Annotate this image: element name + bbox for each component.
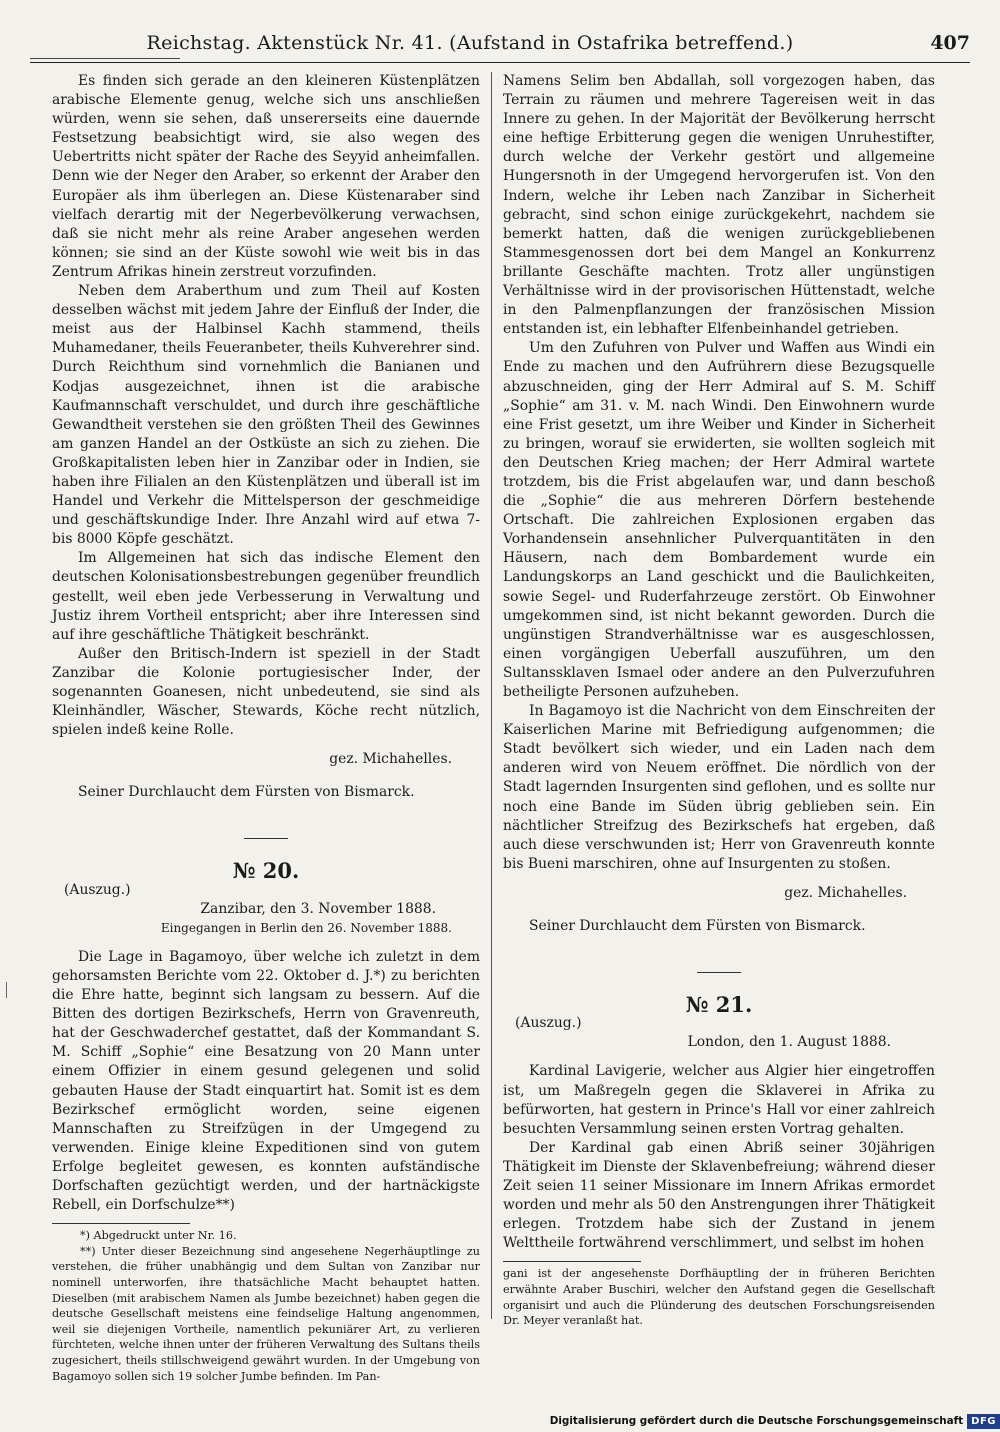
page-header bbox=[30, 28, 970, 63]
signature: gez. Michahelles. bbox=[329, 751, 452, 768]
addressee: Seiner Durchlaucht dem Fürsten von Bismarck. bbox=[529, 918, 866, 935]
footer-credit: Digitalisierung gefördert durch die Deutsche Forschungsgemeinschaft bbox=[549, 1415, 964, 1427]
paragraph: Um den Zufuhren von Pulver und Waffen aus Windi ein Ende zu machen und den Aufrührern diese Bezugsquelle abzuschneiden, ging der Herr Admiral auf S. M. Schiff „Sophie“ am 31. v. M. nach Windi. Den Einwohnern wurde eine Frist gesetzt, um ihre Weiber und Kinder in Sicherheit zu bringen, worauf sie erwiderten, sie wollten sogleich mit den Deutschen Krieg machen; der Herr Admiral wartete trotzdem, bis die Frist abgelaufen war, und dann beschoß die „Sophie“ die aus mehreren Dörfern bestehende Ortschaft. Die zahlreichen Explosionen ergaben das Vorhandensein ansehnlicher Pulverquantitäten in den Häusern, nach dem Bombardement wurde ein Landungskorps an Land geschickt und die Baulichkeiten, sowie Segel- und Ruderfahrzeuge zerstört. Ob Einwohner umgekommen sind, ist nicht bekannt geworden. Durch die ungünstigen Strandverhältnisse war es ausgeschlossen, einen vorgängigen Ueberfall auszuführen, um den Sultanssklaven Ismael oder andere an den Pulverzufuhren betheiligte Personen aufzuheben. bbox=[503, 340, 935, 700]
left-column bbox=[52, 72, 480, 1384]
footnote-rule bbox=[52, 1223, 190, 1224]
document-number: № 20. bbox=[232, 858, 300, 884]
paragraph: Der Kardinal gab einen Abriß seiner 30jährigen Thätigkeit im Dienste der Sklavenbefreiung; während dieser Zeit seien 11 seiner Missionare im Innern Afrikas ermordet worden und mehr als 50 den Anstrengungen ihrer Thätigkeit erlegen. Trotzdem habe sich der Zustand in jenem Welttheile fortwährend verschlimmert, und selbst im hohen bbox=[503, 1139, 935, 1252]
running-title: Reichstag. Aktenstück Nr. 41. (Aufstand in Ostafrika betreffend.) bbox=[146, 32, 794, 54]
extract-label: (Auszug.) bbox=[515, 1015, 582, 1032]
section-rule bbox=[244, 838, 288, 839]
footnotes bbox=[52, 1228, 480, 1384]
header-ornament-rule bbox=[30, 58, 180, 59]
paragraph: Die Lage in Bagamoyo, über welche ich zuletzt in dem gehorsamsten Berichte vom 22. Oktober d. J.*) zu berichten die Ehre hatte, beginnt sich langsam zu bessern. Auf die Bitten des dortigen Bezirkschefs, Herrn von Gravenreuth, hat der Geschwaderchef gestattet, daß der Kommandant S. M. Schiff „Sophie“ eine Besatzung von 20 Mann unter einem Offizier in einem gesund gelegenen und solid gebauten Hause der Stadt einquartirt hat. Somit ist es dem Bezirkschef ermöglicht worden, seine eigenen Mannschaften zu Streifzügen in der Umgegend zu verwenden. Einige kleine Expeditionen sind von gutem Erfolge begleitet gewesen, es konnten aufständische Dorfschaften gezüchtigt werden, und der hartnäckigste Rebell, ein Dorfschulze**) bbox=[52, 948, 480, 1214]
paragraph: In Bagamoyo ist die Nachricht von dem Einschreiten der Kaiserlichen Marine mit Befriedigung aufgenommen; die Stadt bevölkert sich wieder, und ein Laden nach dem anderen wird von Neuem eröffnet. Die nördlich von der Stadt lagernden Insurgenten sind geflohen, und es sollte nur noch eine Bande im Süden übrig geblieben sein. Ein nächtlicher Streifzug des Bezirkschefs hat ergeben, daß auch diese verschwunden ist; Herr von Gravenreuth konnte bis Bueni marschiren, ohne auf Insurgenten zu stoßen. bbox=[503, 703, 935, 872]
section-rule bbox=[697, 972, 741, 973]
paragraph: Im Allgemeinen hat sich das indische Element den deutschen Kolonisationsbestrebungen gegenüber freundlich gestellt, weil eben jede Verbesserung in Verwaltung und Justiz ihrem Vortheil entspricht; aber ihre Interessen sind auf ihre geschäftliche Thätigkeit beschränkt. bbox=[52, 550, 480, 643]
dfg-logo-icon: DFG bbox=[967, 1414, 1000, 1429]
margin-mark bbox=[6, 982, 7, 998]
paragraph: Namens Selim ben Abdallah, soll vorgezogen haben, das Terrain zu räumen und mehrere Tagereisen weit in das Innere zu gehen. In der Majorität der Bevölkerung herrscht eine heftige Erbitterung gegen die wenigen Unruhestifter, durch welche der Verkehr gestört und allgemeine Hungersnoth in der Umgegend hervorgerufen ist. Von den Indern, welche ihr Leben nach Zanzibar in Sicherheit gebracht, sind schon einige zurückgekehrt, nachdem sie bemerkt hatten, daß die wenigen zurückgebliebenen Stammesgenossen dort bei dem Mangel an Konkurrenz brillante Geschäfte machten. Trotz aller ungünstigen Verhältnisse wird in der provisorischen Hüttenstadt, welche in den Palmenpflanzungen der französischen Mission entstanden ist, ein lebhafter Elfenbeinhandel getrieben. bbox=[503, 73, 935, 338]
extract-label: (Auszug.) bbox=[64, 881, 131, 898]
footnote: **) Unter dieser Bezeichnung sind angesehene Negerhäuptlinge zu verstehen, die früher unabhängig und dem Sultan von Zanzibar nur nominell unterworfen, ihre thatsächliche Macht behauptet hatten. Dieselben (mit arabischem Namen als Jumbe bezeichnet) haben gegen die deutsche Gesellschaft meistens eine feindselige Haltung angenommen, weil sie diejenigen Vortheile, namentlich pekuniärer Art, zu verlieren fürchteten, welche ihnen unter der früheren Verwaltung des Sultans theils zugesichert, theils stillschweigend gewährt wurden. In der Umgebung von Bagamoyo sollen sich 19 solcher Jumbe befinden. Im Pan- bbox=[52, 1244, 480, 1383]
page-number: 407 bbox=[930, 32, 970, 54]
column-divider bbox=[491, 72, 492, 1319]
dateline: Zanzibar, den 3. November 1888. bbox=[200, 900, 436, 917]
document-number: № 21. bbox=[685, 992, 753, 1018]
paragraph: Neben dem Araberthum und zum Theil auf Kosten desselben wächst mit jedem Jahre der Einfluß der Inder, die meist aus der Halbinsel Kachh stammend, theils Muhamedaner, theils Feueranbeter, theils Kuhverehrer sind. Durch Reichthum sind vornehmlich die Banianen und Kodjas ausgezeichnet, ihnen ist die arabische Kaufmannschaft verschuldet, und durch ihre geschäftliche Gewandtheit verstehen sie den größten Theil des Gewinnes am ganzen Handel an der Ostküste an sich zu ziehen. Die Großkapitalisten leben hier in Zanzibar oder in Indien, sie haben ihre Filialen an den Küstenplätzen und überall ist im Handel und Verkehr die Mittelsperson der geschmeidige und geschäftskundige Inder. Ihre Anzahl wird auf etwa 7- bis 8000 Köpfe geschätzt. bbox=[52, 283, 480, 548]
right-column bbox=[503, 72, 935, 1329]
footnotes bbox=[503, 1266, 935, 1328]
paragraph: Außer den Britisch-Indern ist speziell in der Stadt Zanzibar die Kolonie portugiesischer Inder, der sogenannten Goanesen, nicht unbedeutend, sie sind als Kleinhändler, Wäscher, Stewards, Köche recht nützlich, spielen indeß keine Rolle. bbox=[52, 645, 480, 739]
paragraph: Es finden sich gerade an den kleineren Küstenplätzen arabische Elemente genug, welche sich uns anschließen würden, wenn sie sehen, daß unsererseits eine dauernde Festsetzung beabsichtigt wird, sie also wegen des Uebertritts nicht später der Rache des Seyyid anheimfallen. Denn wie der Neger den Araber, so erkennt der Araber den Europäer als ihm überlegen an. Diese Küstenaraber sind vielfach derartig mit der Negerbevölkerung verwachsen, daß sie nicht mehr als reine Araber angesehen werden können; sie sind an der Küste sowohl wie weit bis in das Zentrum Afrikas hinein zerstreut vorzufinden. bbox=[52, 73, 480, 280]
footnote-continuation: gani ist der angesehenste Dorfhäuptling der in früheren Berichten erwähnte Araber Buschiri, welcher den Aufstand gegen die Gesellschaft organisirt und auch die Plünderung des deutschen Forschungsreisenden Dr. Meyer veranlaßt hat. bbox=[503, 1267, 935, 1328]
addressee: Seiner Durchlaucht dem Fürsten von Bismarck. bbox=[78, 784, 415, 801]
footnote: *) Abgedruckt unter Nr. 16. bbox=[80, 1229, 237, 1243]
signature: gez. Michahelles. bbox=[784, 884, 907, 901]
received-note: Eingegangen in Berlin den 26. November 1888. bbox=[160, 920, 452, 935]
digitization-footer bbox=[550, 1410, 1000, 1432]
footnote-rule bbox=[503, 1261, 641, 1262]
dateline: London, den 1. August 1888. bbox=[687, 1034, 891, 1051]
paragraph: Kardinal Lavigerie, welcher aus Algier hier eingetroffen ist, um Maßregeln gegen die Sklaverei in Afrika zu befürworten, hat gestern in Prince's Hall vor einer zahlreich besuchten Versammlung seinen ersten Vortrag gehalten. bbox=[503, 1063, 935, 1137]
